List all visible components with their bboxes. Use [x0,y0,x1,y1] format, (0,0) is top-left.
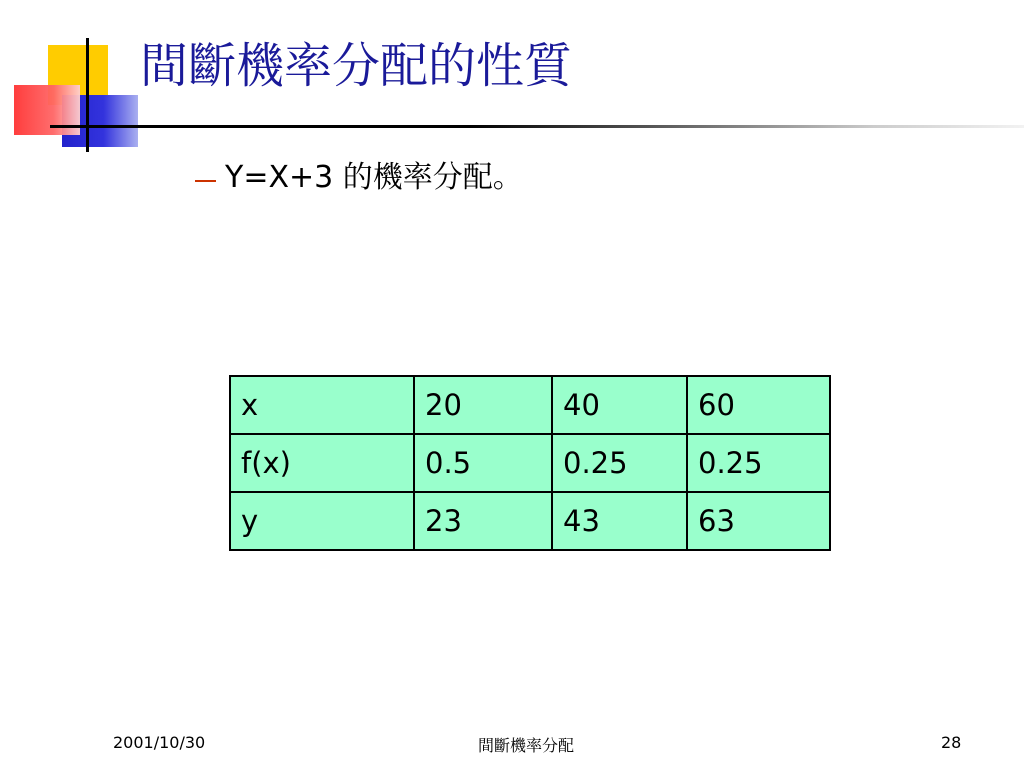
table-cell: 0.25 [552,434,687,492]
distribution-table [229,375,831,551]
bullet-item [195,152,523,196]
table-cell: 40 [552,376,687,434]
row-label: y [230,492,414,550]
row-label: x [230,376,414,434]
footer-date: 2001/10/30 [113,733,206,752]
title-underline-fade [650,125,1024,128]
table-row-y [230,492,830,550]
dash-bullet-icon [195,180,216,182]
slide-title: 間斷機率分配的性質 [140,38,573,94]
footer-page-number: 28 [941,733,962,752]
table-cell: 0.25 [687,434,830,492]
footer-topic: 間斷機率分配 [478,736,575,755]
table-cell: 23 [414,492,552,550]
decor-vertical-line [86,38,89,152]
table-cell: 60 [687,376,830,434]
title-underline [50,125,650,128]
table-row-x [230,376,830,434]
table-cell: 63 [687,492,830,550]
table-cell: 0.5 [414,434,552,492]
table-cell: 20 [414,376,552,434]
table-cell: 43 [552,492,687,550]
table-row-fx [230,434,830,492]
bullet-text: Y=X+3 的機率分配。 [225,160,523,195]
row-label: f(x) [230,434,414,492]
